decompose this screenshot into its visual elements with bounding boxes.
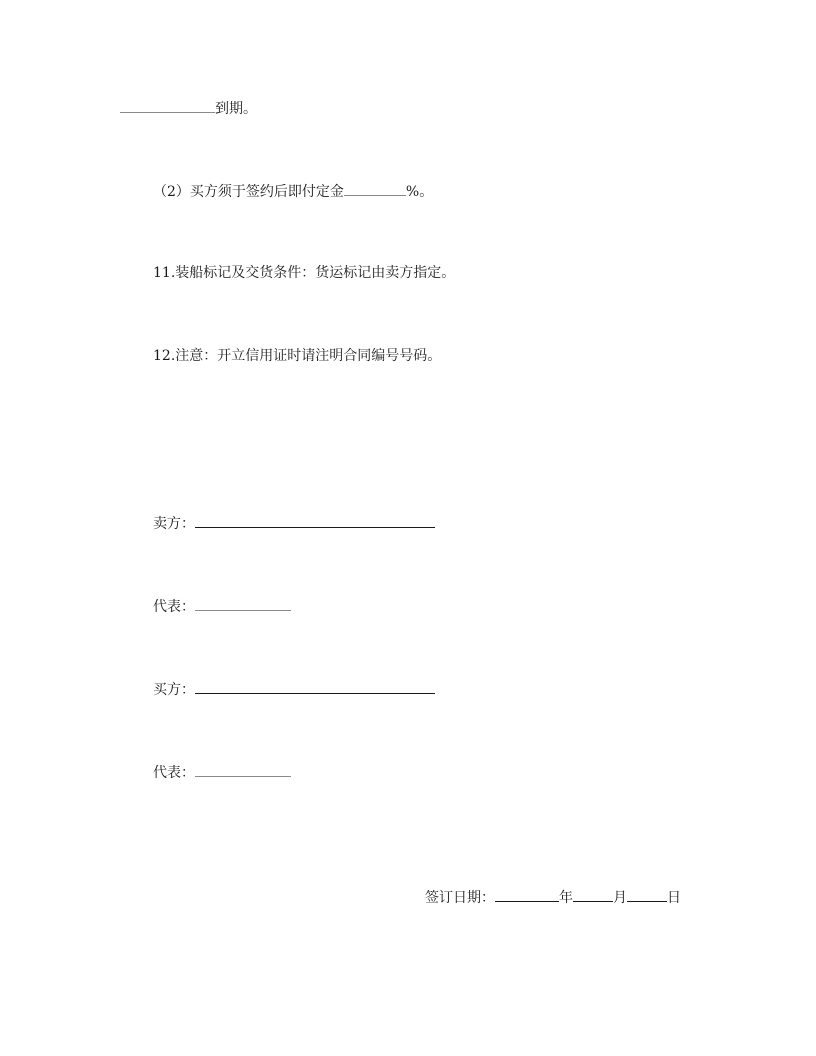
- seller-rep-line: [153, 596, 291, 616]
- year-label: 年: [559, 890, 573, 906]
- seller-signature-line: [153, 513, 435, 533]
- signing-month-blank[interactable]: [573, 887, 613, 902]
- deposit-percent-blank[interactable]: [344, 181, 406, 196]
- buyer-name-blank[interactable]: [195, 679, 435, 694]
- seller-label: 卖方：: [153, 516, 195, 532]
- buyer-rep-line: [153, 762, 291, 782]
- buyer-rep-label: 代表：: [153, 765, 195, 781]
- clause-11: 11.装船标记及交货条件：货运标记由卖方指定。: [153, 265, 456, 281]
- buyer-label: 买方：: [153, 682, 195, 698]
- month-label: 月: [613, 890, 627, 906]
- buyer-signature-line: [153, 679, 435, 699]
- signing-date-label: 签订日期：: [425, 890, 495, 906]
- signing-year-blank[interactable]: [495, 887, 559, 902]
- clause-12: 12.注意：开立信用证时请注明合同编号号码。: [153, 348, 442, 364]
- deposit-line: [153, 181, 433, 201]
- signing-date-line: [425, 887, 681, 907]
- buyer-rep-blank[interactable]: [195, 762, 291, 777]
- signing-day-blank[interactable]: [627, 887, 667, 902]
- expiry-line: [120, 98, 257, 118]
- deposit-suffix: %。: [405, 184, 434, 200]
- seller-name-blank[interactable]: [195, 513, 435, 528]
- seller-rep-label: 代表：: [153, 599, 195, 615]
- day-label: 日: [667, 890, 681, 906]
- expiry-suffix: 到期。: [215, 101, 257, 117]
- seller-rep-blank[interactable]: [195, 596, 291, 611]
- expiry-date-blank[interactable]: [120, 98, 215, 113]
- deposit-prefix: （2）买方须于签约后即付定金: [153, 184, 344, 200]
